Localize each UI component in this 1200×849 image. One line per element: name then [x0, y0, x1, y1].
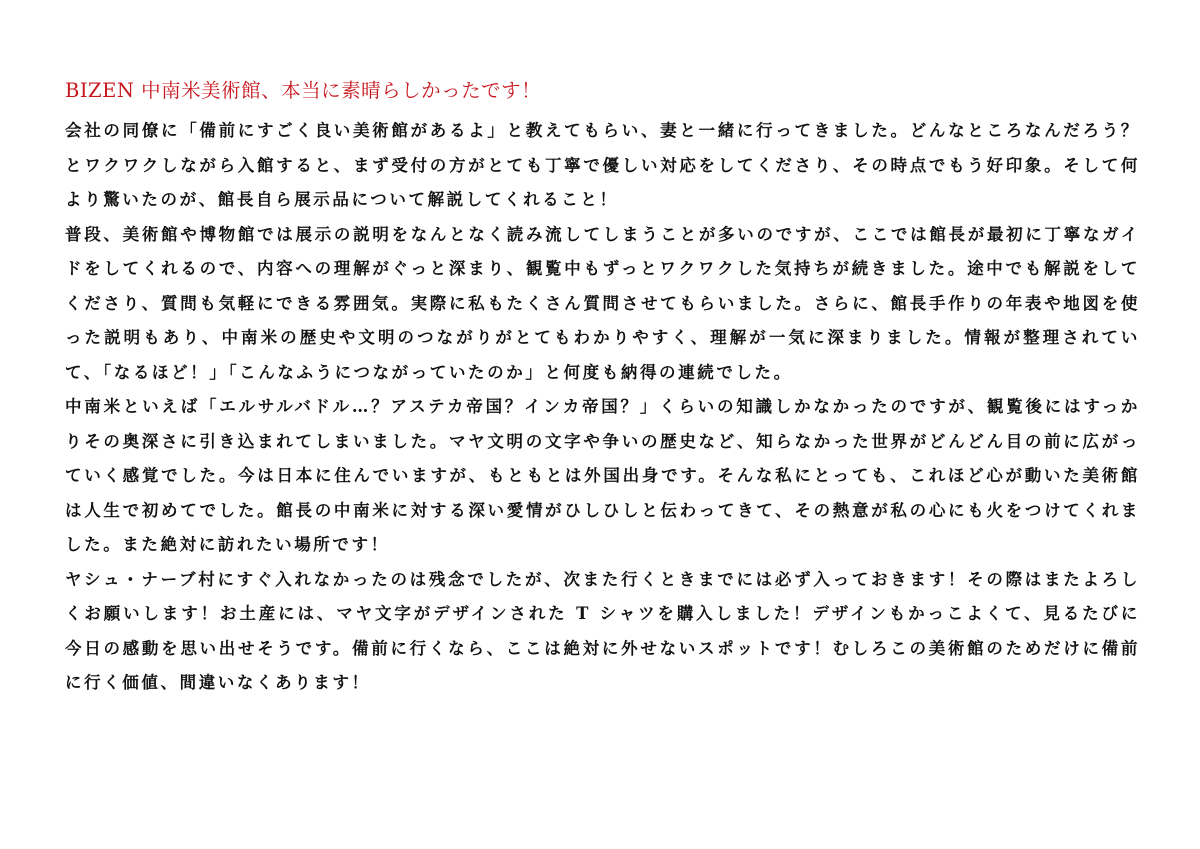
- document-title: BIZEN 中南米美術館、本当に素晴らしかったです！: [65, 79, 542, 102]
- paragraph-3: 中南米といえば「エルサルバドル…？アステカ帝国？インカ帝国？」くらいの知識しかなかったのですが、観覧後にはすっかりその奥深さに引き込まれてしまいました。マヤ文明の文字や争いの歴史など、知らなかった世界がどんどん目の前に広がっていく感覚でした。今は日本に住んでいますが、もともとは外国出身です。そんな私にとっても、これほど心が動いた美術館は人生で初めてでした。館長の中南米に対する深い愛情がひしひしと伝わってきて、その熱意が私の心にも火をつけてくれました。また絶対に訪れたい場所です！: [65, 397, 1140, 554]
- paragraph-4: ヤシュ・ナーブ村にすぐ入れなかったのは残念でしたが、次また行くときまでには必ず入っておきます！その際はまたよろしくお願いします！お土産には、マヤ文字がデザインされた T シャツを購入しました！デザインもかっこよくて、見るたびに今日の感動を思い出せそうです。備前に行くなら、ここは絶対に外せないスポットです！むしろこの美術館のためだけに備前に行く価値、間違いなくあります！: [65, 569, 1140, 692]
- paragraph-2: 普段、美術館や博物館では展示の説明をなんとなく読み流してしまうことが多いのですが、ここでは館長が最初に丁寧なガイドをしてくれるので、内容への理解がぐっと深まり、観覧中もずっとワクワクした気持ちが続きました。途中でも解説をしてくださり、質問も気軽にできる雰囲気。実際に私もたくさん質問させてもらいました。さらに、館長手作りの年表や地図を使った説明もあり、中南米の歴史や文明のつながりがとてもわかりやすく、理解が一気に深まりました。情報が整理されていて、「なるほど！」「こんなふうにつながっていたのか」と何度も納得の連続でした。: [65, 224, 1140, 382]
- paragraph-1: 会社の同僚に「備前にすごく良い美術館があるよ」と教えてもらい、妻と一緒に行ってきました。どんなところなんだろう？とワクワクしながら入館すると、まず受付の方がとても丁寧で優しい対応をしてくださり、その時点でもう好印象。そして何より驚いたのが、館長自ら展示品について解説してくれること！: [65, 121, 1140, 209]
- document-page: [65, 78, 1140, 701]
